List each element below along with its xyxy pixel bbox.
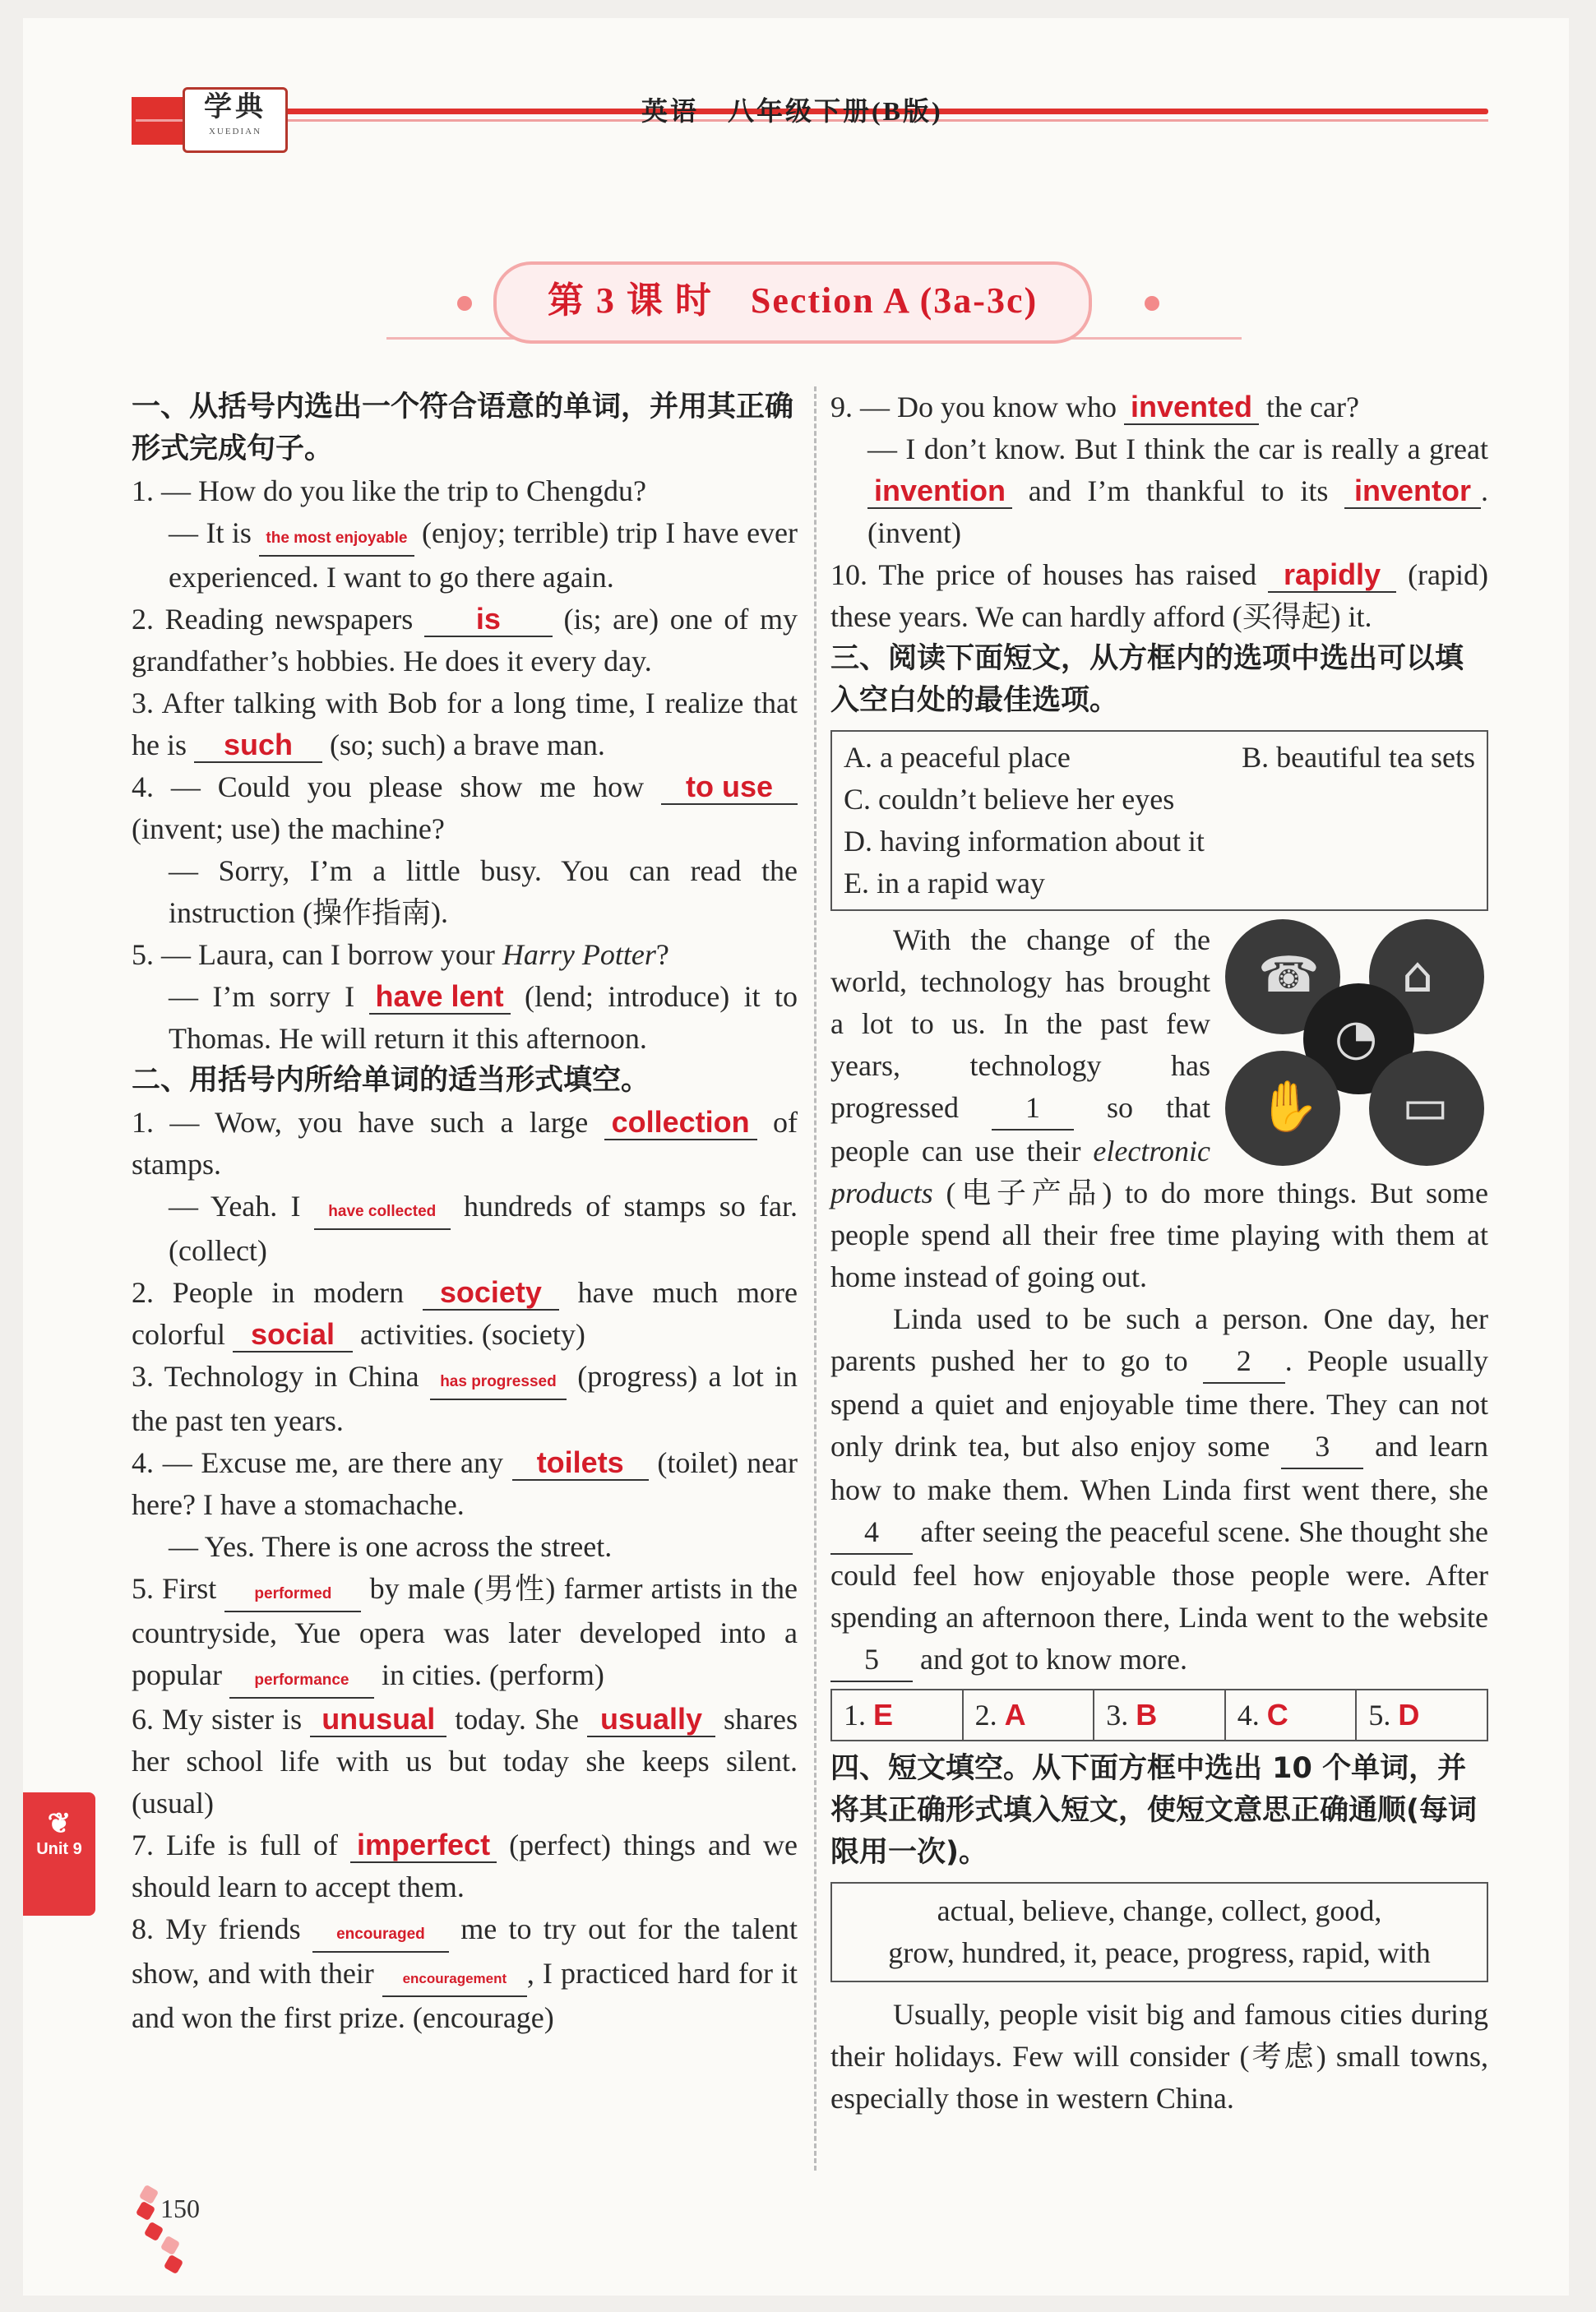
- answer-letter: E: [873, 1698, 894, 1732]
- router-icon: ⌂: [1402, 946, 1434, 1004]
- answer: invention: [867, 474, 1012, 509]
- answer: to use: [661, 770, 798, 805]
- p1-q3: [132, 682, 798, 766]
- part1-heading: 一、从括号内选出一个符合语意的单词，并用其正确形式完成句子。: [132, 391, 794, 465]
- answer-cell: [832, 1690, 964, 1740]
- text: (电子产品) to do more things. But some people spend all their free time playing with them at home instead of going out.: [830, 1177, 1488, 1293]
- tablet-icon: ▭: [1402, 1078, 1449, 1135]
- answer: have collected: [314, 1195, 451, 1230]
- blank-2: 2: [1203, 1340, 1285, 1384]
- p1-q1-text: 1. — How do you like the trip to Chengdu?: [132, 474, 646, 507]
- text: . People usually spend a quiet and enjoyable time there. They can not only drink tea, but also enjoy some: [830, 1344, 1488, 1463]
- blank-3: 3: [1281, 1426, 1363, 1469]
- answer: performance: [229, 1664, 374, 1699]
- text: 5. — Laura, can I borrow your: [132, 938, 495, 971]
- text: the car?: [1266, 391, 1359, 423]
- text: today. She: [455, 1703, 579, 1736]
- p1-q4-response: — Sorry, I’m a little busy. You can read the instruction (操作指南).: [169, 854, 798, 929]
- italic-term: electronic products: [830, 1135, 1211, 1209]
- part2-heading: 二、用括号内所给单词的适当形式填空。: [132, 1064, 650, 1097]
- answer-letter: A: [1004, 1698, 1026, 1732]
- option-b: B. beautiful tea sets: [1242, 741, 1475, 774]
- answer: collection: [604, 1106, 757, 1140]
- answer: encouragement: [382, 1963, 527, 1997]
- answer-cell: [1094, 1690, 1226, 1740]
- answer-number: 3.: [1106, 1699, 1129, 1732]
- option-d: D. having information about it: [844, 825, 1205, 858]
- answer-cell: [1226, 1690, 1358, 1740]
- text: Linda used to be such a person. One day, her parents pushed her to go to: [830, 1302, 1488, 1377]
- text: and got to know more.: [920, 1643, 1187, 1676]
- answer-letter: C: [1266, 1698, 1288, 1732]
- title-dot-left: [457, 296, 472, 311]
- answer: such: [194, 728, 322, 763]
- word-bank-line: actual, believe, change, collect, good,: [937, 1894, 1382, 1927]
- answer-number: 5.: [1368, 1699, 1391, 1732]
- text: ?: [655, 938, 669, 971]
- text: shares her school life with us but today she keeps silent. (usual): [132, 1703, 798, 1820]
- text: (so; such) a brave man.: [330, 728, 605, 761]
- p1-q5: [132, 934, 798, 1060]
- text: (perfect) things and we should learn to accept them.: [132, 1829, 798, 1903]
- answer-number: 4.: [1237, 1699, 1260, 1732]
- text: 3. After talking with Bob for a long time, I realize that he is: [132, 687, 798, 761]
- unit-tab: [23, 1792, 95, 1916]
- text: . (invent): [867, 474, 1489, 549]
- answer-table: [830, 1689, 1488, 1741]
- text: Usually, people visit big and famous cities during their holidays. Few will consider (考虑) small towns, especially those in western China.: [830, 1998, 1488, 2115]
- answer: imperfect: [350, 1829, 497, 1863]
- text: have much more colorful: [132, 1276, 798, 1351]
- option-c: C. couldn’t believe her eyes: [844, 783, 1175, 816]
- text: 2. People in modern: [132, 1276, 405, 1309]
- answer: rapidly: [1268, 558, 1396, 593]
- word-bank: [830, 1882, 1488, 1982]
- text: of stamps.: [132, 1106, 798, 1181]
- answer-number: 1.: [844, 1699, 866, 1732]
- book-subject: 英语 八年级下册(B版): [641, 96, 943, 126]
- answer-cell: [1357, 1690, 1487, 1740]
- text: 5. First: [132, 1572, 217, 1605]
- text: 9. — Do you know who: [830, 391, 1117, 423]
- p2-q1: [132, 1102, 798, 1272]
- text: after seeing the peaceful scene. She thought she could feel how enjoyable those people were. After spending an afternoon there, Linda went to the website: [830, 1515, 1489, 1634]
- answer: usually: [587, 1703, 715, 1737]
- text: and I’m thankful to its: [1028, 474, 1329, 507]
- text: 1. — Wow, you have such a large: [132, 1106, 589, 1139]
- column-divider: [814, 386, 817, 2171]
- p2-q7: [132, 1824, 798, 1908]
- p2-q3: [132, 1356, 798, 1442]
- text: me to try out for the talent show, and with their: [132, 1912, 798, 1990]
- text: 4. — Could you please show me how: [132, 770, 645, 803]
- passage-4: [830, 1994, 1488, 2120]
- text: 3. Technology in China: [132, 1360, 419, 1393]
- p2-q10: [830, 554, 1488, 638]
- text: (enjoy; terrible) trip I have ever experienced. I want to go there again.: [169, 516, 798, 594]
- passage-3: [830, 919, 1488, 1298]
- wifi-icon: ◔: [1335, 1009, 1378, 1066]
- text: (is; are) one of my grandfather’s hobbies. He does it every day.: [132, 603, 798, 677]
- tablet-icon-circle: [1369, 1051, 1484, 1166]
- text: (invent; use) the machine?: [132, 812, 445, 845]
- answer: social: [233, 1318, 353, 1353]
- part4-heading: 四、短文填空。从下面方框中选出 10 个单词，并将其正确形式填入短文，使短文意思正确通顺(每词限用一次)。: [830, 1752, 1477, 1869]
- passage-3-para2: [830, 1298, 1488, 1682]
- title-dot-right: [1145, 296, 1159, 311]
- text: — Yeah. I: [169, 1190, 301, 1223]
- text: so that people can use their: [830, 1091, 1210, 1168]
- answer: encouraged: [312, 1918, 449, 1953]
- wings-icon: ❦: [47, 1808, 72, 1839]
- p2-q9: [830, 386, 1488, 554]
- answer: have lent: [369, 980, 511, 1015]
- text: (rapid) these years. We can hardly afford (买得起) it.: [830, 558, 1489, 633]
- part3-heading: 三、阅读下面短文，从方框内的选项中选出可以填入空白处的最佳选项。: [830, 642, 1464, 717]
- answer-cell: [964, 1690, 1095, 1740]
- unit-label: Unit 9: [36, 1840, 82, 1858]
- text: (lend; introduce) it to Thomas. He will return it this afternoon.: [169, 980, 798, 1055]
- page-number: 150: [160, 2194, 200, 2223]
- text: (toilet) near here? I have a stomachache.: [132, 1446, 798, 1521]
- text: 10. The price of houses has raised: [830, 558, 1257, 591]
- p1-q4: [132, 766, 798, 934]
- text: — I’m sorry I: [169, 980, 355, 1013]
- answer: inventor: [1344, 474, 1481, 509]
- p1-q1-response: [132, 512, 798, 599]
- text: 7. Life is full of: [132, 1829, 339, 1861]
- text: 4. — Excuse me, are there any: [132, 1446, 503, 1479]
- p2-q6: [132, 1699, 798, 1824]
- blank-4: 4: [830, 1511, 913, 1555]
- lesson-title: 第 3 课 时 Section A (3a-3c): [493, 261, 1092, 344]
- answer: society: [423, 1276, 559, 1311]
- word-bank-line: grow, hundred, it, peace, progress, rapid, with: [888, 1936, 1431, 1969]
- p2-q4: [132, 1442, 798, 1568]
- answer-letter: B: [1136, 1698, 1158, 1732]
- text: , I practiced hard for it and won the first prize. (encourage): [132, 1957, 798, 2034]
- hand-icon: ✋: [1258, 1078, 1320, 1135]
- text: by male (男性) farmer artists in the countryside, Yue opera was later developed into a popular: [132, 1572, 798, 1691]
- text: 8. My friends: [132, 1912, 301, 1945]
- book-title: Harry Potter: [502, 938, 656, 971]
- p2-q8: [132, 1908, 798, 2039]
- logo-text: 学典: [204, 92, 266, 123]
- p1-q1: [132, 470, 798, 599]
- text: 6. My sister is: [132, 1703, 303, 1736]
- hand-phone-icon-circle: [1225, 1051, 1340, 1166]
- option-e: E. in a rapid way: [844, 867, 1045, 899]
- p2-q4-response: — Yes. There is one across the street.: [169, 1530, 613, 1563]
- text: and learn how to make them. When Linda first went there, she: [830, 1430, 1488, 1506]
- phone-icon: ☎: [1258, 946, 1320, 1004]
- options-box: [830, 730, 1488, 911]
- answer: is: [424, 603, 553, 637]
- answer: invented: [1124, 391, 1259, 425]
- text: — It is: [169, 516, 252, 549]
- technology-illustration: [1225, 919, 1488, 1166]
- answer: toilets: [512, 1446, 649, 1481]
- text: 2. Reading newspapers: [132, 603, 414, 636]
- logo: [183, 87, 288, 153]
- logo-subtext: XUEDIAN: [208, 127, 262, 136]
- p2-q5: [132, 1568, 798, 1699]
- text: With the change of the world, technology has brought a lot to us. In the past few years, technology has progressed: [830, 923, 1210, 1124]
- answer: unusual: [310, 1703, 446, 1737]
- answer: has progressed: [430, 1366, 567, 1400]
- text: — I don’t know. But I think the car is really a great: [867, 432, 1488, 465]
- answer-number: 2.: [974, 1699, 997, 1732]
- answer: performed: [224, 1578, 361, 1612]
- text: activities. (society): [359, 1318, 585, 1351]
- p1-q2: [132, 599, 798, 682]
- left-column: [132, 386, 798, 2039]
- text: in cities. (perform): [381, 1658, 604, 1691]
- right-column: [830, 386, 1488, 2120]
- blank-1: 1: [992, 1087, 1074, 1131]
- text: hundreds of stamps so far. (collect): [169, 1190, 798, 1267]
- option-a: A. a peaceful place: [844, 741, 1071, 774]
- blank-5: 5: [830, 1639, 913, 1682]
- p2-q2: [132, 1272, 798, 1356]
- text: (progress) a lot in the past ten years.: [132, 1360, 798, 1437]
- answer-letter: D: [1398, 1698, 1420, 1732]
- answer: the most enjoyable: [259, 522, 414, 557]
